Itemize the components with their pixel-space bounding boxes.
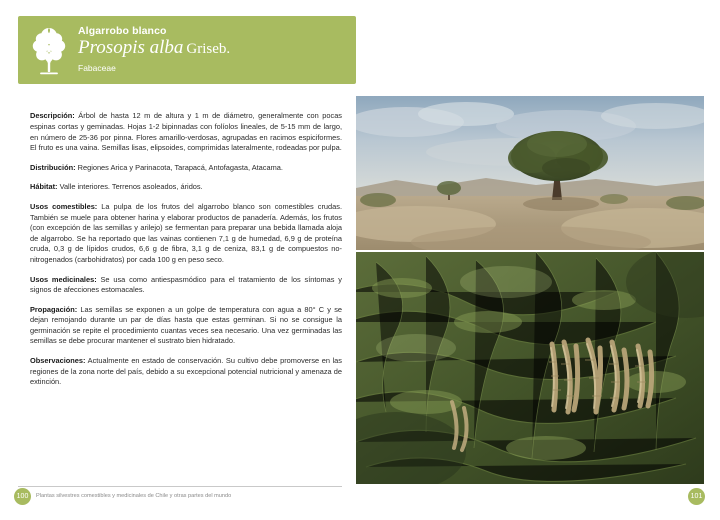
scientific-author: Griseb. [186,40,231,57]
footer-divider [18,486,342,487]
section-text: La pulpa de los frutos del algarrobo blanco son comestibles crudas. También se muele para obtener harina y elaborar productos de panadería. Además, los frutos (con excepción de las semillas y arilejo) se fermentan para preparar una bebida llamada aloja de algarrobo. Se ha reportado que las vainas contienen 7,1 g de humedad, 6,9 g de proteína cruda, 0,3 g de lípidos crudos, 6,6 g de fibra, 3,1 g de ceniza, 83,1 g de compuestos no-nitrogenados (carbohidratos) por cada 100 g en peso seco. [30,201,342,264]
section-label: Descripción: [30,111,75,121]
section-label: Usos medicinales: [30,274,97,284]
family-name: Fabaceae [78,62,116,73]
section-usos-comestibles [30,202,342,266]
section-label: Distribución: [30,162,76,172]
page-number-right: 101 [688,488,705,505]
section-usos-medicinales [30,275,342,296]
section-text: Se usa como antiespasmódico para el tratamiento de los síntomas y signos de afecciones estomacales. [30,274,342,295]
page-number-left: 100 [14,488,31,505]
section-propagacion [30,305,342,347]
footer-caption: Plantas silvestres comestibles y medicinales de Chile y otras partes del mundo [36,493,232,499]
species-description-column [30,104,342,397]
scientific-name: Prosopis alba [78,36,184,58]
photo-fruits-pods [356,252,704,484]
section-observaciones [30,356,342,388]
section-label: Usos comestibles: [30,201,98,211]
section-label: Observaciones: [30,356,86,366]
section-label: Propagación: [30,304,78,314]
section-habitat [30,182,342,193]
section-text: Árbol de hasta 12 m de altura y 1 m de diámetro, generalmente con pocas espinas cortas y geminadas. Hojas 1-2 bipinnadas con folíolos lineales, de 5-15 mm de largo, en número de 25-36 por pinna. Flores amarillo-verdosas, agrupadas en racimos espiciformes. El fruto es una vaina. Semillas lisas, elipsoides, comprimidas lateralmente, rodeadas por pulpa. [30,111,342,153]
scientific-name-line [78,37,230,60]
section-descripcion [30,111,342,153]
species-header-band [18,16,356,84]
species-title-block [78,25,230,76]
section-label: Hábitat: [30,182,58,192]
section-text: Actualmente en estado de conservación. Su cultivo debe promoverse en las regiones de la zona norte del país, debido a su excepcional potencial nutricional y amenaza de extinción. [30,356,342,387]
photo-tree-habit [356,96,704,250]
section-text: Regiones Arica y Parinacota, Tarapacá, Antofagasta, Atacama. [75,162,283,172]
common-name: Algarrobo blanco [78,24,167,37]
section-distribucion [30,163,342,174]
section-text: Las semillas se exponen a un golpe de temperatura con agua a 80° C y se dejan remojando durante un par de días hasta que estas germinan. Si no se consigue la germinación se repite el procedimiento cuantas veces sea necesario. Una vez germinadas las semillas se debe procurar mantener el sustrato bien hidratado. [30,304,342,346]
section-text: Valle interiores. Terrenos asoleados, áridos. [57,182,203,192]
tree-icon [26,22,72,78]
